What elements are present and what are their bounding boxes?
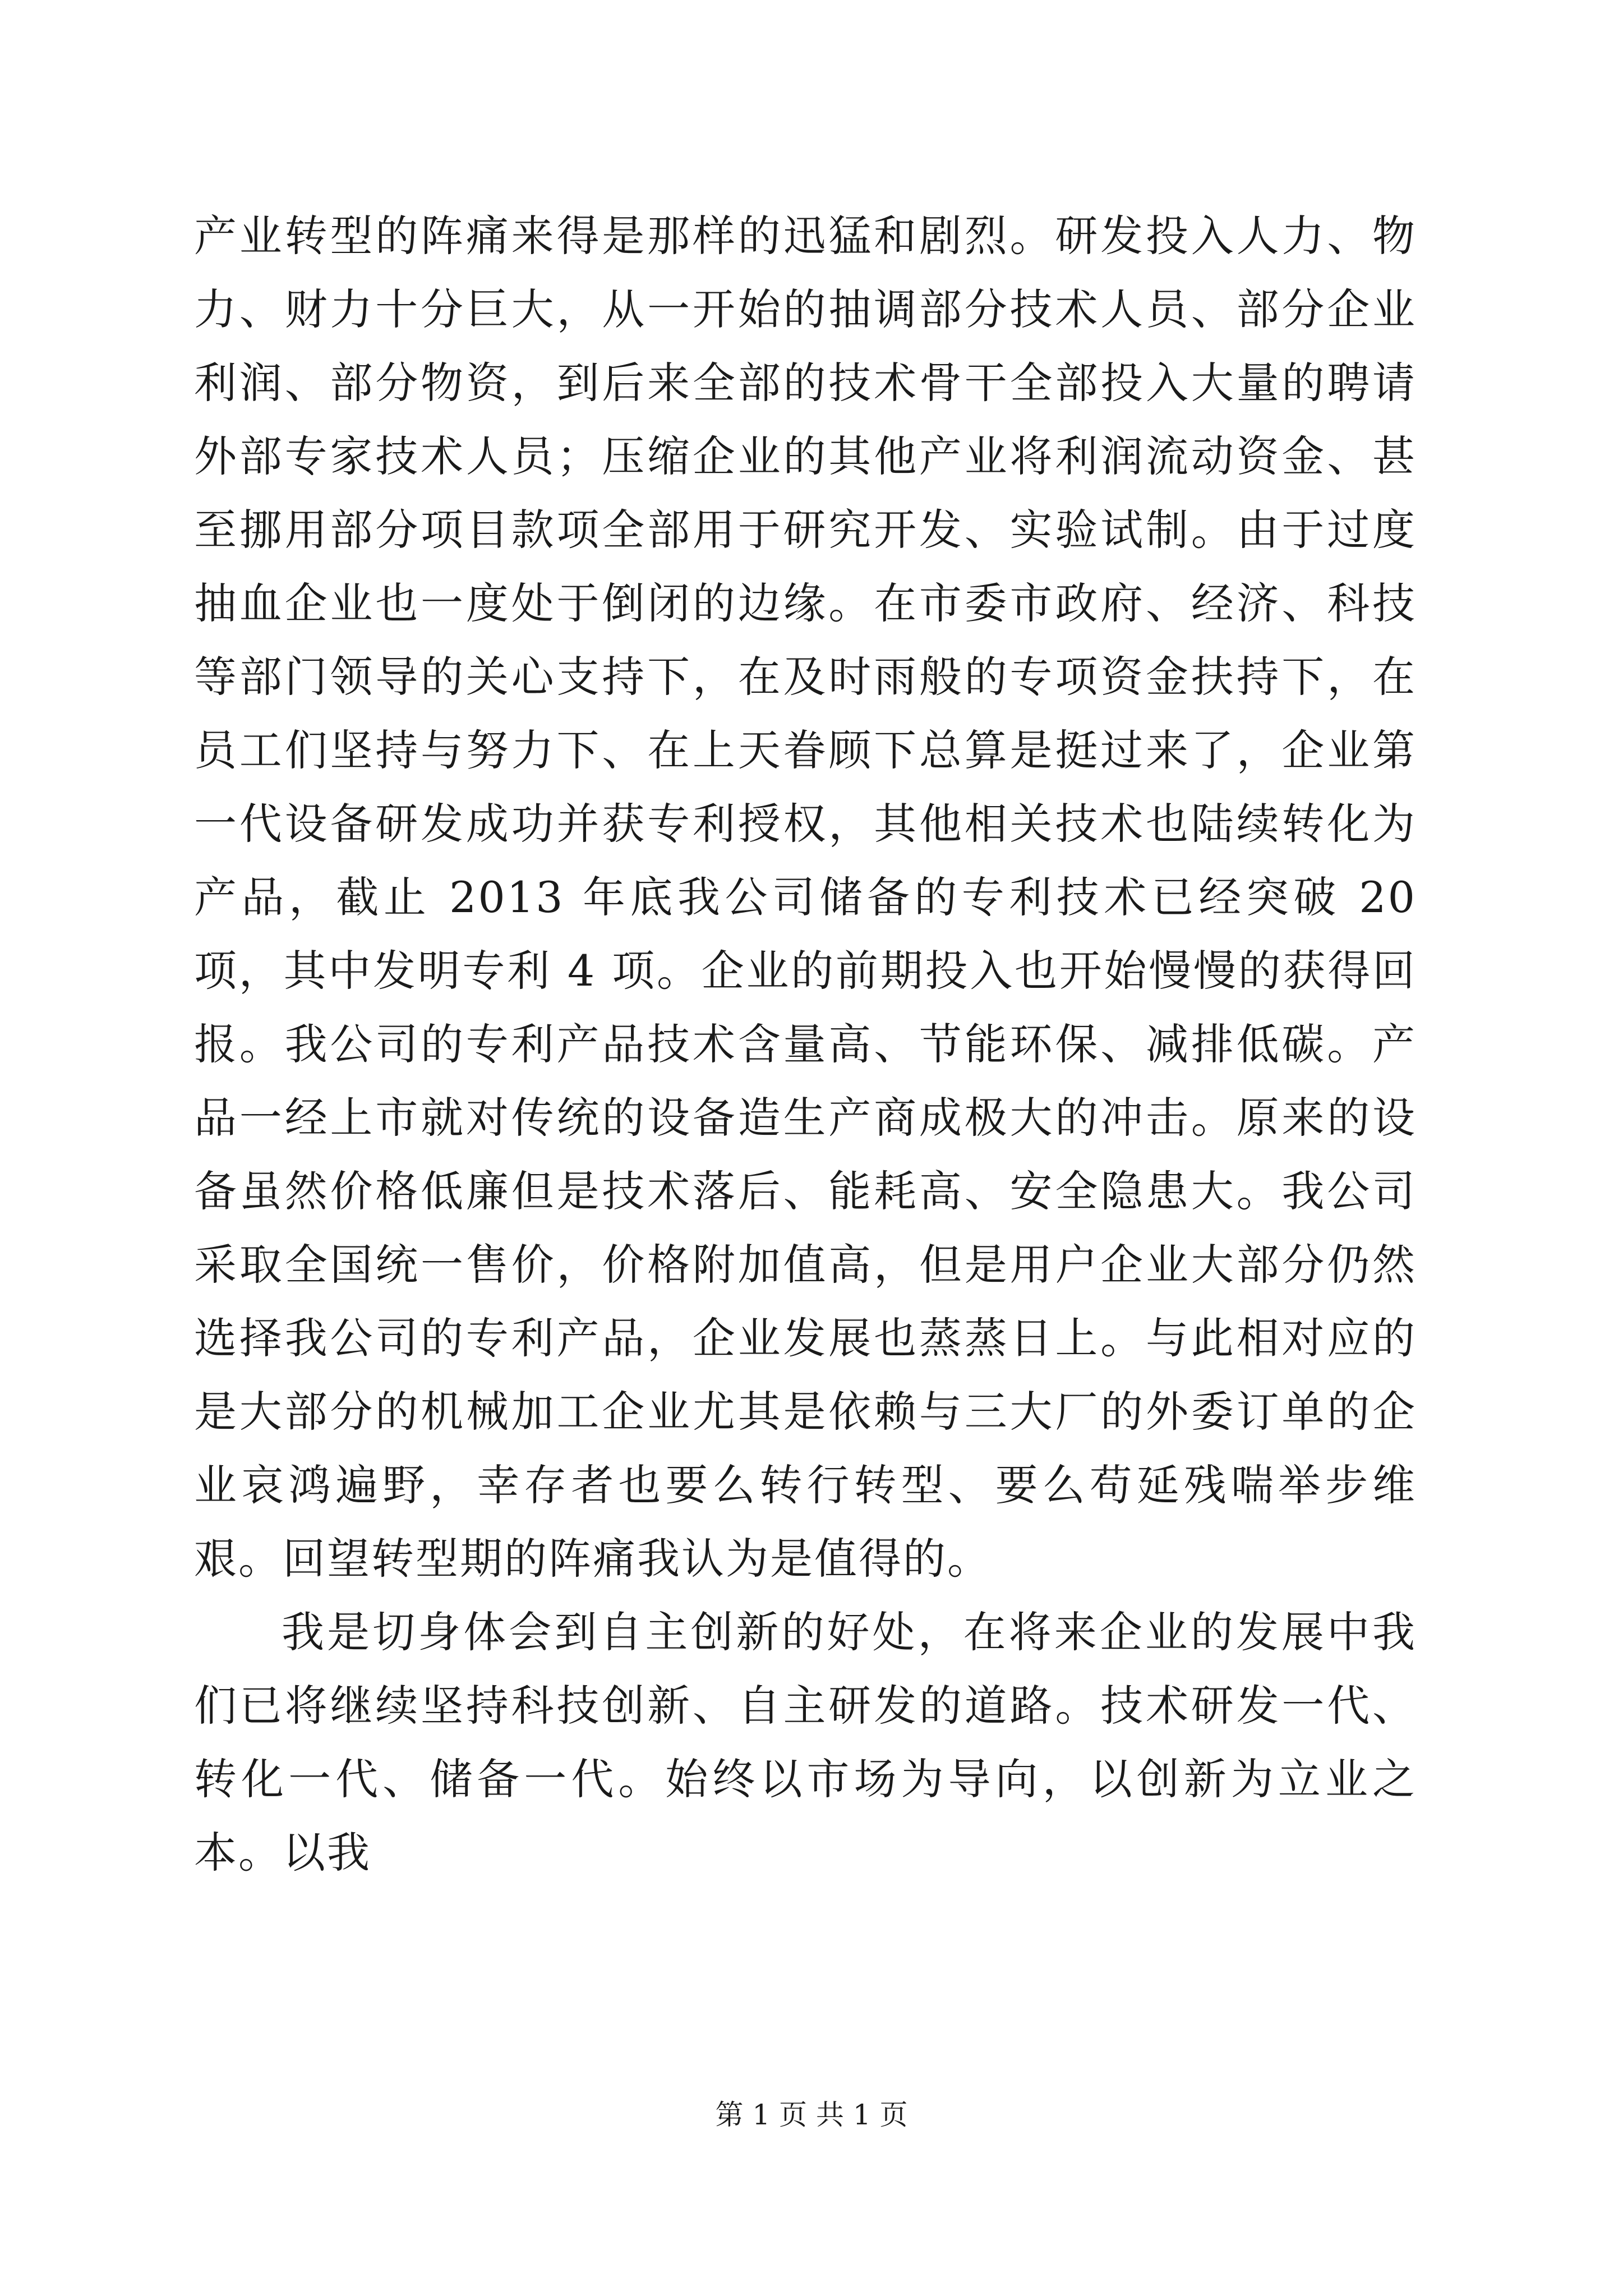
paragraph-2: 我是切身体会到自主创新的好处，在将来企业的发展中我们已将继续坚持科技创新、自主研发的道路。技术研发一代、转化一代、储备一代。始终以市场为导向，以创新为立业之本。以我: [194, 1607, 1417, 1878]
document-body: [194, 199, 1417, 1889]
paragraph-1: 产业转型的阵痛来得是那样的迅猛和剧烈。研发投入人力、物力、财力十分巨大，从一开始的抽调部分技术人员、部分企业利润、部分物资，到后来全部的技术骨干全部投入大量的聘请外部专家技术人员；压缩企业的其他产业将利润流动资金、甚至挪用部分项目款项全部用于研究开发、实验试制。由于过度抽血企业也一度处于倒闭的边缘。在市委市政府、经济、科技等部门领导的关心支持下，在及时雨般的专项资金扶持下，在员工们坚持与努力下、在上天眷顾下总算是挺过来了，企业第一代设备研发成功并获专利授权，其他相关技术也陆续转化为产品，截止 2013 年底我公司储备的专利技术已经突破 20 项，其中发明专利 4 项。企业的前期投入也开始慢慢的获得回报。我公司的专利产品技术含量高、节能环保、减排低碳。产品一经上市就对传统的设备造生产商成极大的冲击。原来的设备虽然价格低廉但是技术落后、能耗高、安全隐患大。我公司采取全国统一售价，价格附加值高，但是用户企业大部分仍然选择我公司的专利产品，企业发展也蒸蒸日上。与此相对应的是大部分的机械加工企业尤其是依赖与三大厂的外委订单的企业哀鸿遍野，幸存者也要么转行转型、要么苟延残喘举步维艰。回望转型期的阵痛我认为是值得的。: [194, 211, 1417, 1584]
page-footer: 第 1 页 共 1 页: [715, 2099, 908, 2131]
